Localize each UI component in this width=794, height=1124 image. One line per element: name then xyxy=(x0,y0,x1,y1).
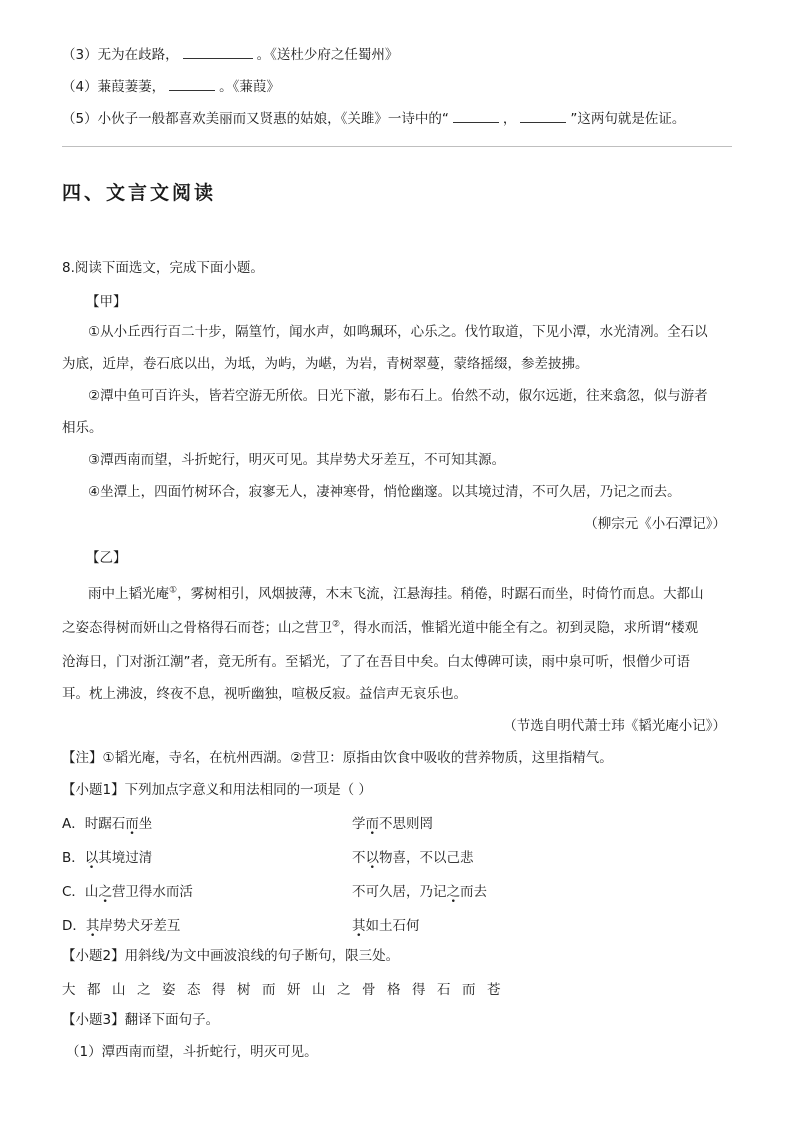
footnote-marker: ② xyxy=(332,619,341,630)
answer-blank[interactable] xyxy=(183,44,253,59)
fill-item-5: （5）小伙子一般都喜欢美丽而又贤惠的姑娘，《关雎》一诗中的“ ， ”这两句就是佐证。 xyxy=(62,108,732,129)
passage-yi-line: 之姿态得树而妍山之骨格得石而苍；山之营卫②，得水而活，惟韬光道中能全有之。初到灵隐，求所谓“楼观 xyxy=(62,619,699,636)
passage-jia-line: 为底，近岸，卷石底以出，为坻，为屿，为嵁，为岩，青树翠蔓，蒙络摇缀，参差披拂。 xyxy=(62,356,589,372)
question-1-stem: 【小题1】下列加点字意义和用法相同的一项是（ ） xyxy=(62,782,372,798)
answer-blank[interactable] xyxy=(169,76,215,91)
passage-jia-label: 【甲】 xyxy=(86,294,127,310)
translation-item-1: （1）潭西南而望，斗折蛇行，明灭可见。 xyxy=(66,1044,318,1060)
passage-jia-line: ③潭西南而望，斗折蛇行，明灭可见。其岸势犬牙差互，不可知其源。 xyxy=(88,452,506,468)
passage-jia-line: ②潭中鱼可百许头，皆若空游无所依。日光下澈，影布石上。佁然不动，俶尔远逝，往来翕忽，似与游者 xyxy=(88,388,708,404)
dotted-char: 之 xyxy=(98,884,112,900)
dotted-char: 其 xyxy=(85,918,100,934)
annotation-note: 【注】①韬光庵，寺名，在杭州西湖。②营卫：原指由饮食中吸收的营养物质，这里指精气。 xyxy=(62,750,613,766)
dotted-char: 以 xyxy=(84,850,99,866)
passage-yi-line: 沧海日，门对浙江潮”者，竟无所有。至韬光，了了在吾目中矣。白太傅碑可读，雨中泉可听，恨僧少可语 xyxy=(62,654,690,670)
option-c[interactable]: C．山之营卫得水而活 xyxy=(62,884,193,900)
passage-yi-line: 雨中上韬光庵①，雾树相引，风烟披薄，木末飞流，江悬海挂。稍倦，时踞石而坐，时倚竹而息。大都山 xyxy=(88,585,704,602)
dotted-char: 之 xyxy=(446,884,460,900)
question-3-stem: 【小题3】翻译下面句子。 xyxy=(62,1012,220,1028)
dotted-char: 而 xyxy=(125,816,139,832)
passage-yi-line: 耳。枕上沸波，终夜不息，视听幽独，喧极反寂。益信声无哀乐也。 xyxy=(62,686,467,702)
section-divider xyxy=(62,146,732,147)
question-2-stem: 【小题2】用斜线/为文中画波浪线的句子断句，限三处。 xyxy=(62,948,400,964)
passage-jia-line: ①从小丘西行百二十步，隔篁竹，闻水声，如鸣珮环，心乐之。伐竹取道，下见小潭，水光清冽。全石以 xyxy=(88,324,708,340)
section-title: 四、文言文阅读 xyxy=(62,182,217,204)
passage-jia-source: （柳宗元《小石潭记》） xyxy=(584,516,726,532)
fill-item-3: （3）无为在歧路， 。《送杜少府之任蜀州》 xyxy=(62,44,732,65)
option-a[interactable]: A．时踞石而坐 xyxy=(62,816,153,832)
answer-blank[interactable] xyxy=(453,108,499,123)
passage-yi-source: （节选自明代萧士玮《韬光庵小记》） xyxy=(503,718,726,734)
dotted-char: 而 xyxy=(365,816,379,832)
option-d-compare: 其如土石何 xyxy=(352,918,420,934)
passage-yi-label: 【乙】 xyxy=(86,550,127,566)
question-intro: 8.阅读下面选文，完成下面小题。 xyxy=(62,260,264,276)
option-d[interactable]: D．其岸势犬牙差互 xyxy=(62,918,181,934)
dotted-char: 以 xyxy=(365,850,379,866)
option-a-compare: 学而不思则罔 xyxy=(352,816,433,832)
option-c-compare: 不可久居，乃记之而去 xyxy=(352,884,487,900)
answer-blank[interactable] xyxy=(520,108,566,123)
dotted-char: 其 xyxy=(352,918,366,934)
passage-jia-line: 相乐。 xyxy=(62,420,103,436)
fill-item-4: （4）蒹葭萋萋， 。《蒹葭》 xyxy=(62,76,732,97)
footnote-marker: ① xyxy=(169,585,178,596)
option-b-compare: 不以物喜，不以己悲 xyxy=(352,850,474,866)
sentence-to-punctuate[interactable]: 大都山之姿态得树而妍山之骨格得石而苍 xyxy=(62,982,512,998)
option-b[interactable]: B．以其境过清 xyxy=(62,850,153,866)
passage-jia-line: ④坐潭上，四面竹树环合，寂寥无人，凄神寒骨，悄怆幽邃。以其境过清，不可久居，乃记之而去。 xyxy=(88,484,681,500)
